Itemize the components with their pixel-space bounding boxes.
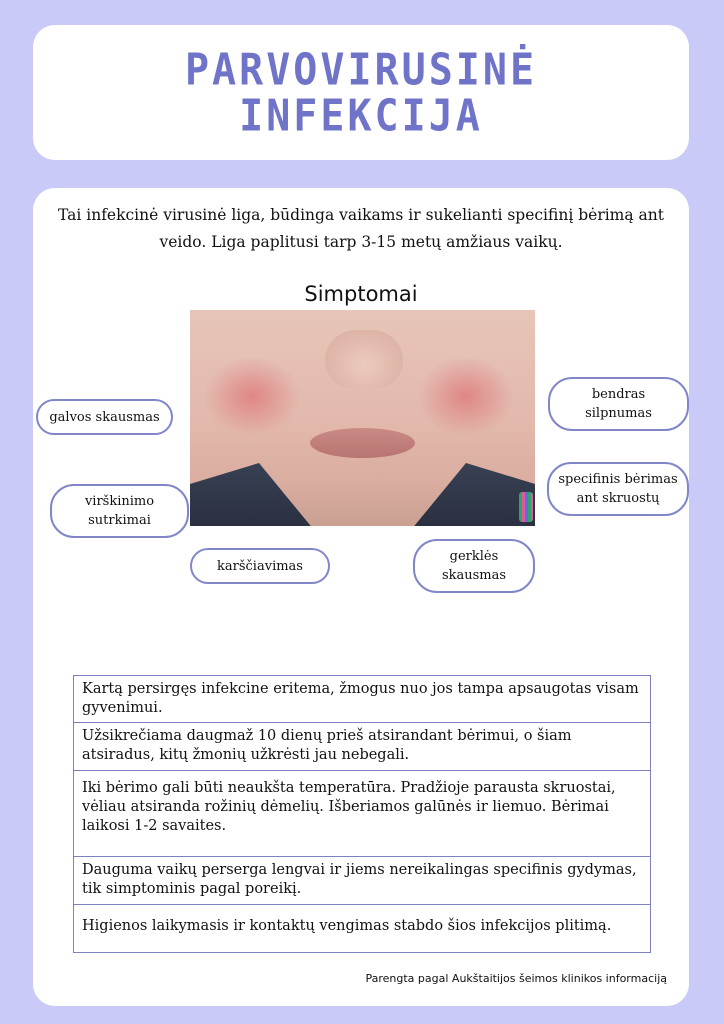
symptom-label: galvos skausmas [49, 409, 160, 425]
photo-nose [325, 330, 403, 388]
fact-item-1: Kartą persirgęs infekcine eritema, žmogus nuo jos tampa apsaugotas visam gyvenimui. [82, 681, 639, 716]
fact-item-2: Užsikrečiama daugmaž 10 dienų prieš atsirandant bėrimui, o šiam atsiradus, kitų žmonių užkrėsti jau nebegali. [74, 722, 650, 770]
symptom-label: specifinis bėrimas ant skruostų [558, 472, 678, 506]
page-title-line-2: INFEKCIJA [239, 90, 483, 141]
symptom-pill-sore-throat [413, 539, 535, 593]
symptom-pill-headache [36, 399, 173, 435]
symptoms-heading: Simptomai [304, 282, 418, 306]
symptom-pill-digestion [50, 484, 189, 538]
photo-watermark-logo [519, 492, 533, 522]
fact-item-3: Iki bėrimo gali būti neaukšta temperatūra. Pradžioje parausta skruostai, vėliau atsiranda rožinių dėmelių. Išberiamos galūnės ir liemuo. Bėrimai laikosi 1-2 savaites. [74, 770, 650, 856]
symptom-pill-weakness [548, 377, 689, 431]
symptom-pill-fever [190, 548, 330, 584]
source-footer: Parengta pagal Aukštaitijos šeimos klinikos informaciją [365, 972, 667, 985]
page-title-line-1: PARVOVIRUSINĖ [184, 44, 538, 95]
symptom-label: bendras silpnumas [585, 387, 652, 421]
intro-text: Tai infekcinė virusinė liga, būdinga vaikams ir sukelianti specifinį bėrimą ant veido. Liga paplitusi tarp 3-15 metų amžiaus vaikų. [58, 206, 664, 251]
facts-list [73, 675, 651, 953]
content-card [33, 188, 689, 1006]
symptom-label: gerklės skausmas [441, 549, 507, 583]
title-card [33, 25, 689, 160]
child-face-photo [190, 310, 535, 526]
symptom-label: karščiavimas [217, 558, 303, 574]
photo-lips [310, 428, 415, 458]
fact-item-5: Higienos laikymasis ir kontaktų vengimas stabdo šios infekcijos plitimą. [74, 904, 650, 952]
symptom-pill-rash [547, 462, 689, 516]
symptom-label: virškinimo sutrkimai [84, 494, 155, 528]
photo-shirt [190, 456, 535, 526]
fact-item-4: Dauguma vaikų perserga lengvai ir jiems nereikalingas specifinis gydymas, tik simptominis pagal poreikį. [74, 856, 650, 904]
